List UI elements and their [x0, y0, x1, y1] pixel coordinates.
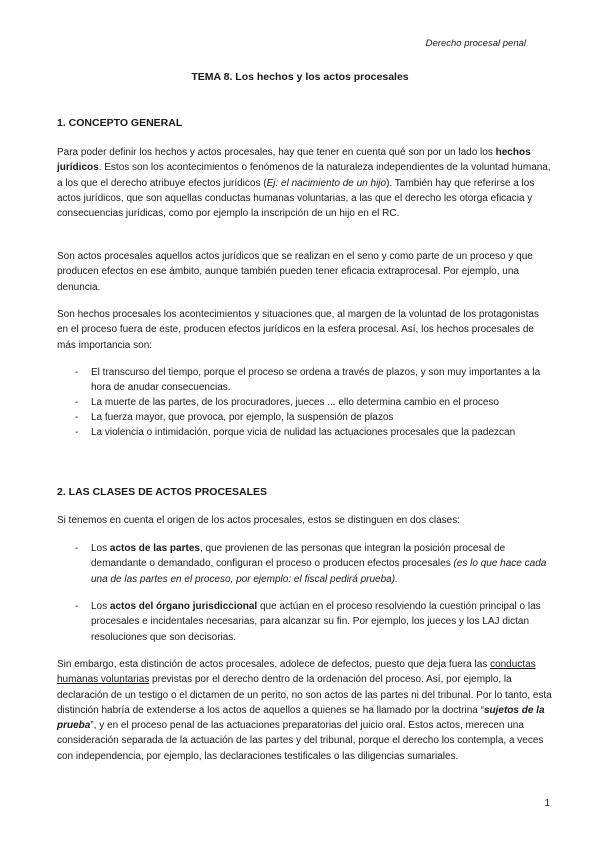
- section-2-heading: 2. LAS CLASES DE ACTOS PROCESALES: [57, 486, 268, 498]
- section-1-paragraph-1: Para poder definir los hechos y actos procesales, hay que tener en cuenta qué son por un lado los hechos jurídicos. Estos son los acontecimientos o fenómenos de la naturaleza independientes de la voluntad humana, a los que el derecho atribuye efectos jurídicos (Ej: el nacimiento de un hijo). También hay que referirse a los actos jurídicos, que son aquellas conductas humanas voluntarias, a las que el derecho les otorga eficacia y consecuencias jurídicas, como por ejemplo la inscripción de un hijo en el RC.: [57, 147, 551, 220]
- document-title: TEMA 8. Los hechos y los actos procesales: [191, 71, 409, 83]
- section-1-paragraph-3: Son hechos procesales los acontecimientos y situaciones que, al margen de la voluntad de los protagonistas en el proceso fuera de este, producen efectos jurídicos en la esfera procesal. Así, los hechos procesales de más importancia son:: [57, 309, 539, 351]
- document-page: Derecho procesal penal TEMA 8. Los hechos y los actos procesales 1. CONCEPTO GENERAL Para poder definir los hechos y actos procesales, hay que tener en cuenta qué son por un lado los hechos jurídicos. Estos son los acontecimientos o fenómenos de la naturaleza independientes de la voluntad humana, a los que el derecho atribuye efectos jurídicos (Ej: el nacimiento de un hijo). También hay que referirse a los actos jurídicos, que son aquellas conductas humanas voluntarias, a las que el derecho les otorga eficacia y consecuencias jurídicas, como por ejemplo la inscripción de un hijo en el RC. Son actos procesales aquellos actos jurídicos que se realizan en el seno y como parte de un proceso y que producen efectos en ese ámbito, aunque también pueden tener eficacia extraprocesal. Por ejemplo, una denuncia. Son hechos procesales los acontecimientos y situaciones que, al margen de la voluntad de los protagonistas en el proceso fuera de este, producen efectos jurídicos en la esfera procesal. Así, los hechos procesales de más importancia son: - El transcurso del tiempo, porque el proceso se ordena a través de plazos, y son muy importantes a la hora de anudar consecuencias. - La muerte de las partes, de los procuradores, jueces ... ello determina cambio en el proceso - La fuerza mayor, que provoca, por ejemplo, la suspensión de plazos - La violencia o intimidación, porque vicia de nulidad las actuaciones procesales que la padezcan 2. LAS CLASES DE ACTOS PROCESALES Si tenemos en cuenta el origen de los actos procesales, estos se distinguen en dos clases: - Los actos de las partes, que provienen de las personas que integran la posición procesal de demandante o demandado, configuran el proceso o producen efectos procesales (es lo que hace cada una de las partes en el proceso, por ejemplo: el fiscal pedirá prueba). - Los actos del órgano jurisdiccional que actúan en el proceso resolviendo la cuestión principal o las procesales e incidentales necesarias, para alcanzar su fin. Por ejemplo, los jueces y los LAJ dictan resoluciones que son decisorias. Sin embargo, esta distinción de actos procesales, adolece de defectos, puesto que deja fuera las conductas humanas voluntarias previstas por el derecho dentro de la ordenación del proceso. Así, por ejemplo, la declaración de un testigo o el dictamen de un perito, no son actos de las partes ni del tribunal. Por lo tanto, esta distinción habría de extenderse a los actos de aquellos a quienes se ha llamado por la doctrina “sujetos de la prueba”, y en el proceso penal de las actuaciones preparatorias del juicio oral. Estos actos, merecen una consideración separada de la actuación de las partes y del tribunal, porque el derecho los contempla, a veces con independencia, por ejemplo, las declaraciones testificales o las diligencias sumariales. 1: [0, 0, 600, 848]
- section-1-paragraph-2: Son actos procesales aquellos actos jurídicos que se realizan en el seno y como parte de un proceso y que producen efectos en ese ámbito, aunque también pueden tener eficacia extraprocesal. Por ejemplo, una denuncia.: [57, 251, 533, 293]
- running-header: Derecho procesal penal: [425, 38, 526, 49]
- section-2-intro: Si tenemos en cuenta el origen de los actos procesales, estos se distinguen en dos clases:: [57, 515, 461, 526]
- section-1-heading: 1. CONCEPTO GENERAL: [57, 117, 183, 129]
- section-2-paragraph: Sin embargo, esta distinción de actos procesales, adolece de defectos, puesto que deja fuera las conductas humanas voluntarias previstas por el derecho dentro de la ordenación del proceso. Así, por ejemplo, la declaración de un testigo o el dictamen de un perito, no son actos de las partes ni del tribunal. Por lo tanto, esta distinción habría de extenderse a los actos de aquellos a quienes se ha llamado por la doctrina “sujetos de la prueba”, y en el proceso penal de las actuaciones preparatorias del juicio oral. Estos actos, merecen una consideración separada de la actuación de las partes y del tribunal, porque el derecho los contempla, a veces con independencia, por ejemplo, las declaraciones testificales o las diligencias sumariales.: [57, 659, 552, 762]
- page-number: 1: [544, 798, 550, 809]
